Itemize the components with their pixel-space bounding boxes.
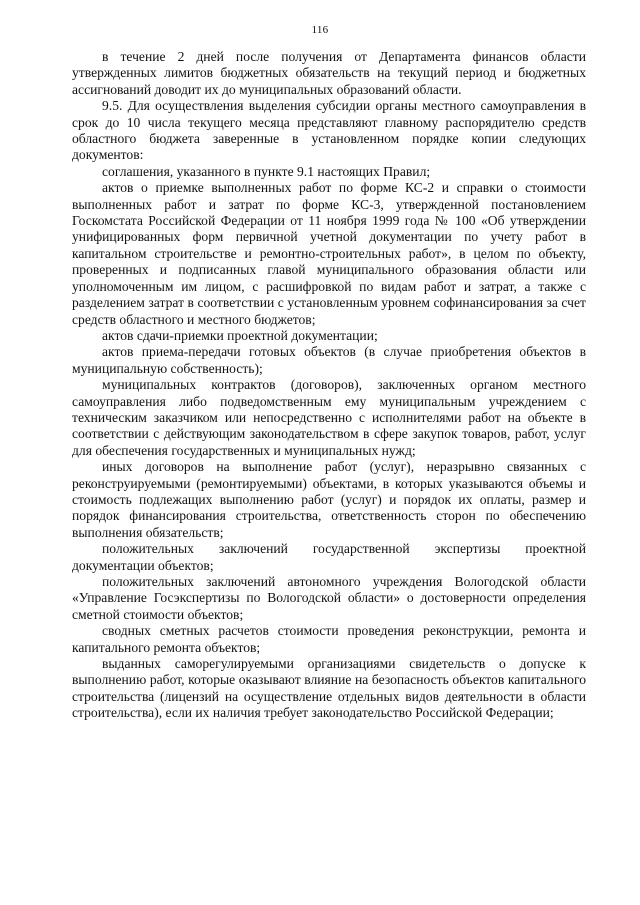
list-item-design-acceptance-acts: актов сдачи-приемки проектной документации; [102,327,378,343]
paragraph-clause-9-5: 9.5. Для осуществления выделения субсидии органы местного самоуправления в срок до 10 числа текущего месяца представляют главному распорядителю средств областного бюджета заверенные в установленном порядке копии следующих документов: [72,98,586,163]
list-item-other-contracts: иных договоров на выполнение работ (услуг), неразрывно связанных с реконструируемыми (ремонтируемыми) объектами, в которых указываются объемы и стоимость подлежащих выполнению работ (услуг) и порядок их оплаты, размер и порядок финансирования строительства, ответственность сторон по обеспечению выполнения обязательств; [72,459,586,540]
list-item-agreement: соглашения, указанного в пункте 9.1 настоящих Правил; [102,163,431,179]
list-item-autonomous-institution-conclusions: положительных заключений автономного учреждения Вологодской области «Управление Госэкспертизы по Вологодской области» о достоверности определения сметной стоимости объектов; [72,574,586,622]
list-item-sro-certificates: выданных саморегулируемыми организациями свидетельств о допуске к выполнению работ, которые оказывают влияние на безопасность объектов капитального строительства (лицензий на осуществление отдельных видов деятельности в области строительства), если их наличия требует законодательство Российской Федерации; [72,656,586,721]
body-text [72,49,586,722]
list-item-municipal-contracts: муниципальных контрактов (договоров), заключенных органом местного самоуправления либо подведомственным ему муниципальным учреждением с техническим заказчиком или непосредственно с исполнителями работ на объекте в соответствии с действующим законодательством в сфере закупок товаров, работ, услуг для обеспечения государственных и муниципальных нужд; [72,377,586,458]
paragraph-continuation: в течение 2 дней после получения от Департамента финансов области утвержденных лимитов бюджетных обязательств на текущий период и бюджетных ассигнований доводит их до муниципальных образований области. [72,49,586,97]
list-item-acts-ks2-ks3: актов о приемке выполненных работ по форме КС-2 и справки о стоимости выполненных работ и затрат по форме КС-3, утвержденной постановлением Госкомстата Российской Федерации от 11 ноября 1999 года № 100 «Об утверждении унифицированных форм первичной учетной документации по учету работ в капитальном строительстве и ремонтно-строительных работ», в целом по объекту, проверенных и подписанных главой муниципального образования области или уполномоченным им лицом, с расшифровкой по видам работ и затрат, а также с разделением затрат в соответствии с установленным уровнем софинансирования за счет средств областного и местного бюджетов; [72,180,586,327]
list-item-transfer-acts: актов приема-передачи готовых объектов (в случае приобретения объектов в муниципальную собственность); [72,344,586,376]
list-item-summary-estimates: сводных сметных расчетов стоимости проведения реконструкции, ремонта и капитального ремонта объектов; [72,623,586,655]
page-number: 116 [311,24,329,36]
list-item-state-expertise: положительных заключений государственной экспертизы проектной документации объектов; [72,541,586,573]
